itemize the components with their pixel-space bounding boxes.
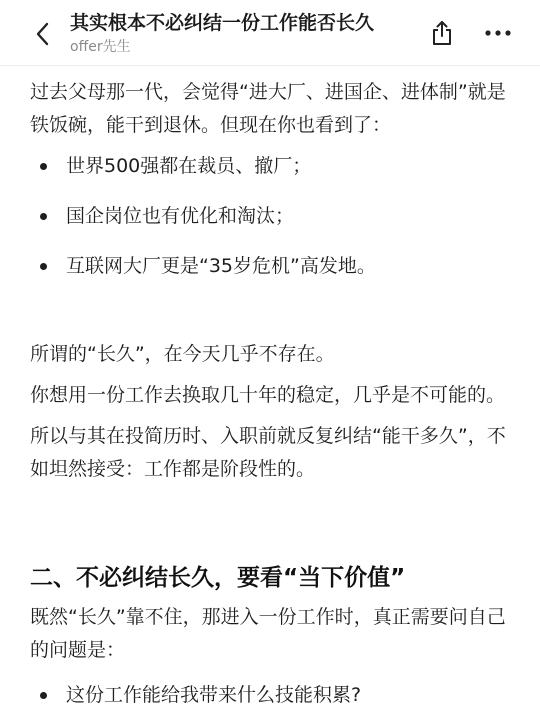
list-item-text: 这份工作能给我带来什么技能积累?: [66, 684, 362, 706]
list-item: [30, 150, 510, 183]
bullet-dot: [40, 213, 47, 220]
bullet-dot: [40, 263, 47, 270]
share-button[interactable]: [426, 16, 458, 50]
chevron-left-icon: [35, 22, 49, 46]
list-item: [30, 200, 510, 233]
bullet-list-2: [30, 679, 510, 712]
article-body: [30, 76, 510, 712]
list-item-text: 国企岗位也有优化和淘汰；: [66, 205, 295, 227]
article-paragraph: 你想用一份工作去换取几十年的稳定，几乎是不可能的。: [30, 384, 506, 406]
page-title: 其实根本不必纠结一份工作能否长久: [70, 12, 375, 34]
article-paragraph: 所谓的“长久”，在今天几乎不存在。: [30, 343, 335, 365]
more-button[interactable]: [480, 18, 516, 48]
article-intro: 过去父母那一代，会觉得“进大厂、进国企、进体制”就是铁饭碗，能干到退休。但现在你也看到了：: [30, 81, 506, 136]
list-item: [30, 679, 510, 712]
article-paragraph: 既然“长久”靠不住，那进入一份工作时，真正需要问自己的问题是：: [30, 606, 506, 661]
list-item: [30, 250, 510, 283]
top-bar: [0, 0, 540, 66]
section-heading: 二、不必纠结长久，要看“当下价值”: [30, 565, 406, 591]
share-icon: [430, 20, 454, 46]
author-name[interactable]: offer先生: [70, 39, 131, 55]
article-paragraph: 所以与其在投简历时、入职前就反复纠结“能干多久”，不如坦然接受：工作都是阶段性的。: [30, 425, 506, 480]
bullet-dot: [40, 163, 47, 170]
list-item-text: 互联网大厂更是“35岁危机”高发地。: [66, 255, 376, 277]
back-button[interactable]: [26, 18, 58, 50]
more-horizontal-icon: [485, 30, 511, 36]
list-item-text: 世界500强都在裁员、撤厂；: [66, 155, 312, 177]
header-title-block: [70, 10, 410, 57]
bullet-dot: [40, 692, 47, 699]
bullet-list-1: [30, 150, 510, 283]
